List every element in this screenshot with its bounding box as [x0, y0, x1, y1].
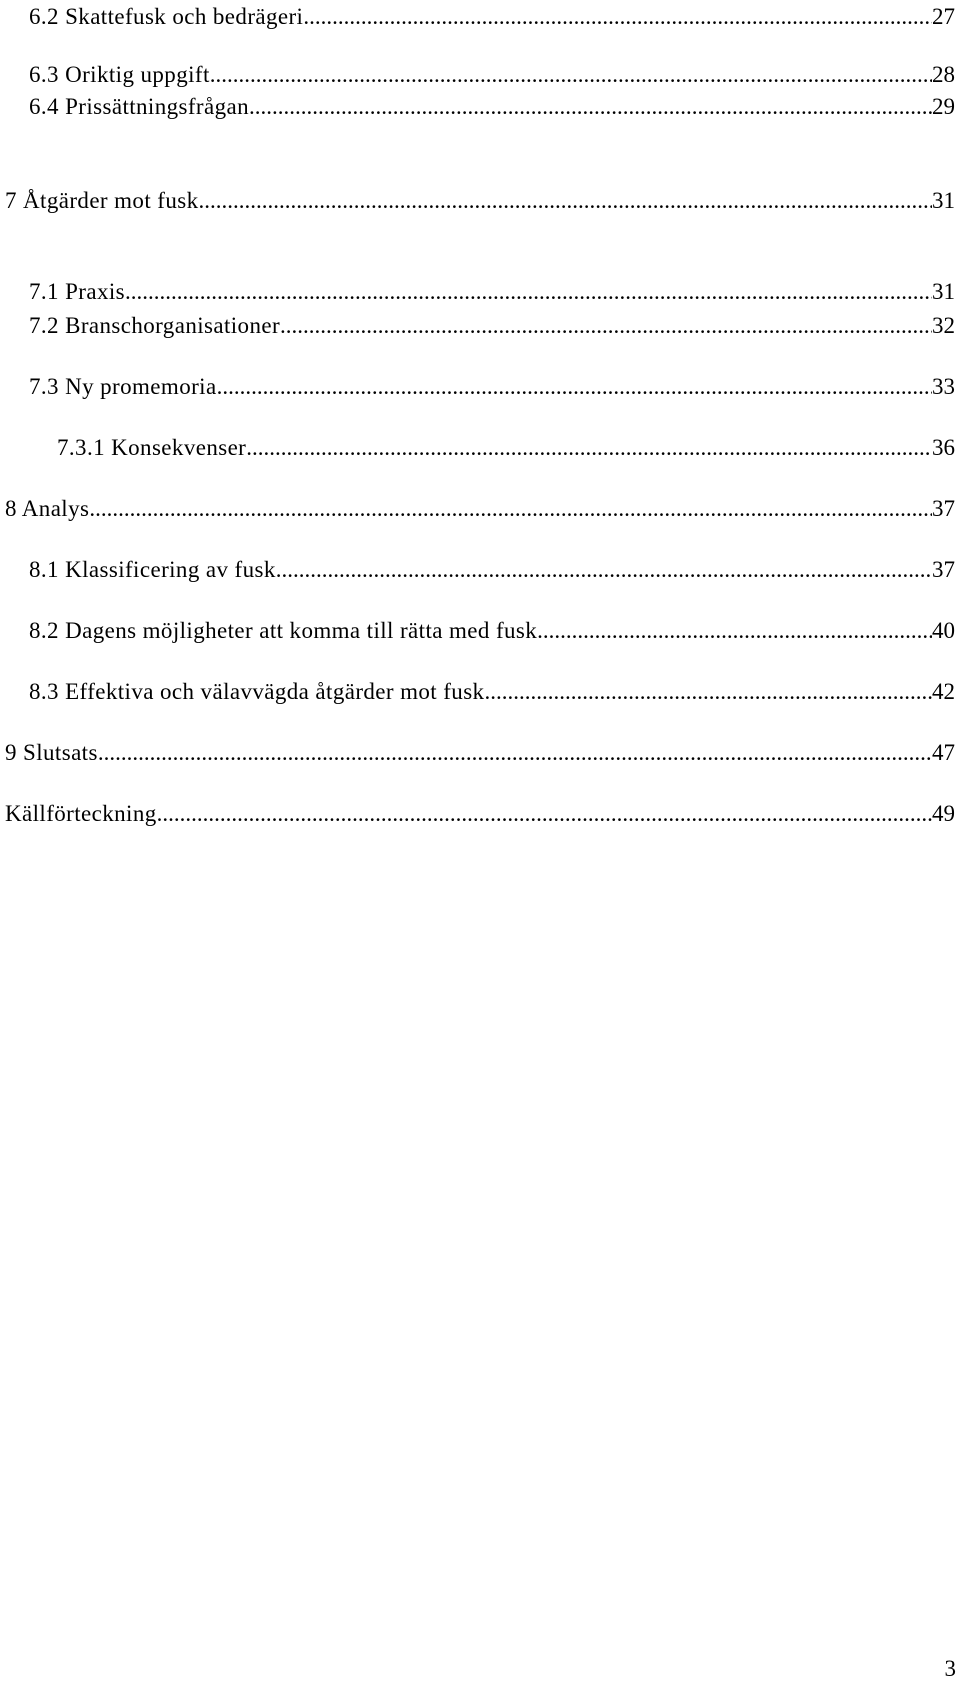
toc-entry-8-2[interactable] — [29, 614, 955, 648]
toc-entry-page: 29 — [932, 94, 955, 119]
toc-entry-title: 7.1 Praxis — [29, 279, 125, 304]
toc-entry-page: 36 — [932, 435, 955, 460]
toc-entry-title: 8 Analys — [5, 496, 90, 521]
toc-entry-page: 37 — [932, 496, 955, 521]
toc-entry-page: 49 — [932, 801, 955, 826]
toc-dot-leader — [537, 614, 932, 648]
toc-entry-title: 9 Slutsats — [5, 740, 98, 765]
toc-entry-page: 27 — [932, 4, 955, 29]
toc-entry-page: 32 — [932, 313, 955, 338]
toc-dot-leader — [98, 736, 932, 770]
toc-entry-7-3-1[interactable] — [57, 431, 955, 465]
toc-entry-title: 6.3 Oriktig uppgift — [29, 62, 210, 87]
toc-entry-9[interactable] — [5, 736, 955, 770]
toc-entry-6-4[interactable] — [29, 90, 955, 124]
toc-entry-title: 7 Åtgärder mot fusk — [5, 188, 199, 213]
toc-entry-kallforteckning[interactable] — [5, 797, 955, 831]
toc-entry-7-1[interactable] — [29, 275, 955, 309]
toc-dot-leader — [157, 797, 932, 831]
page-number: 3 — [944, 1656, 956, 1681]
toc-entry-page: 31 — [932, 188, 955, 213]
toc-dot-leader — [89, 492, 932, 526]
toc-entry-8-3[interactable] — [29, 675, 955, 709]
toc-entry-title: 8.3 Effektiva och välavvägda åtgärder mot fusk — [29, 679, 485, 704]
toc-entry-8-1[interactable] — [29, 553, 955, 587]
toc-entry-7-3[interactable] — [29, 370, 955, 404]
toc-entry-6-3[interactable] — [29, 58, 955, 92]
toc-entry-page: 40 — [932, 618, 955, 643]
toc-entry-7-2[interactable] — [29, 309, 955, 343]
toc-entry-page: 47 — [932, 740, 955, 765]
toc-entry-title: 7.2 Branschorganisationer — [29, 313, 281, 338]
toc-entry-page: 28 — [932, 62, 955, 87]
toc-entry-8[interactable] — [5, 492, 955, 526]
toc-entry-title: 8.2 Dagens möjligheter att komma till rätta med fusk — [29, 618, 538, 643]
toc-entry-7[interactable] — [5, 184, 955, 218]
toc-dot-leader — [125, 275, 932, 309]
toc-dot-leader — [249, 90, 932, 124]
toc-entry-title: 6.2 Skattefusk och bedrägeri — [29, 4, 304, 29]
toc-entry-6-2[interactable] — [29, 0, 955, 34]
toc-entry-page: 31 — [932, 279, 955, 304]
toc-entry-title: 6.4 Prissättningsfrågan — [29, 94, 250, 119]
toc-entry-title: 7.3 Ny promemoria — [29, 374, 217, 399]
toc-entry-page: 37 — [932, 557, 955, 582]
toc-entry-title: 7.3.1 Konsekvenser — [57, 435, 247, 460]
toc-dot-leader — [484, 675, 932, 709]
toc-dot-leader — [280, 309, 932, 343]
toc-entry-title: 8.1 Klassificering av fusk — [29, 557, 276, 582]
toc-entry-title: Källförteckning — [5, 801, 157, 826]
toc-dot-leader — [210, 58, 932, 92]
toc-dot-leader — [246, 431, 932, 465]
toc-dot-leader — [303, 0, 932, 34]
toc-dot-leader — [217, 370, 932, 404]
toc-entry-page: 42 — [932, 679, 955, 704]
toc-entry-page: 33 — [932, 374, 955, 399]
toc-dot-leader — [198, 184, 932, 218]
toc-dot-leader — [276, 553, 932, 587]
